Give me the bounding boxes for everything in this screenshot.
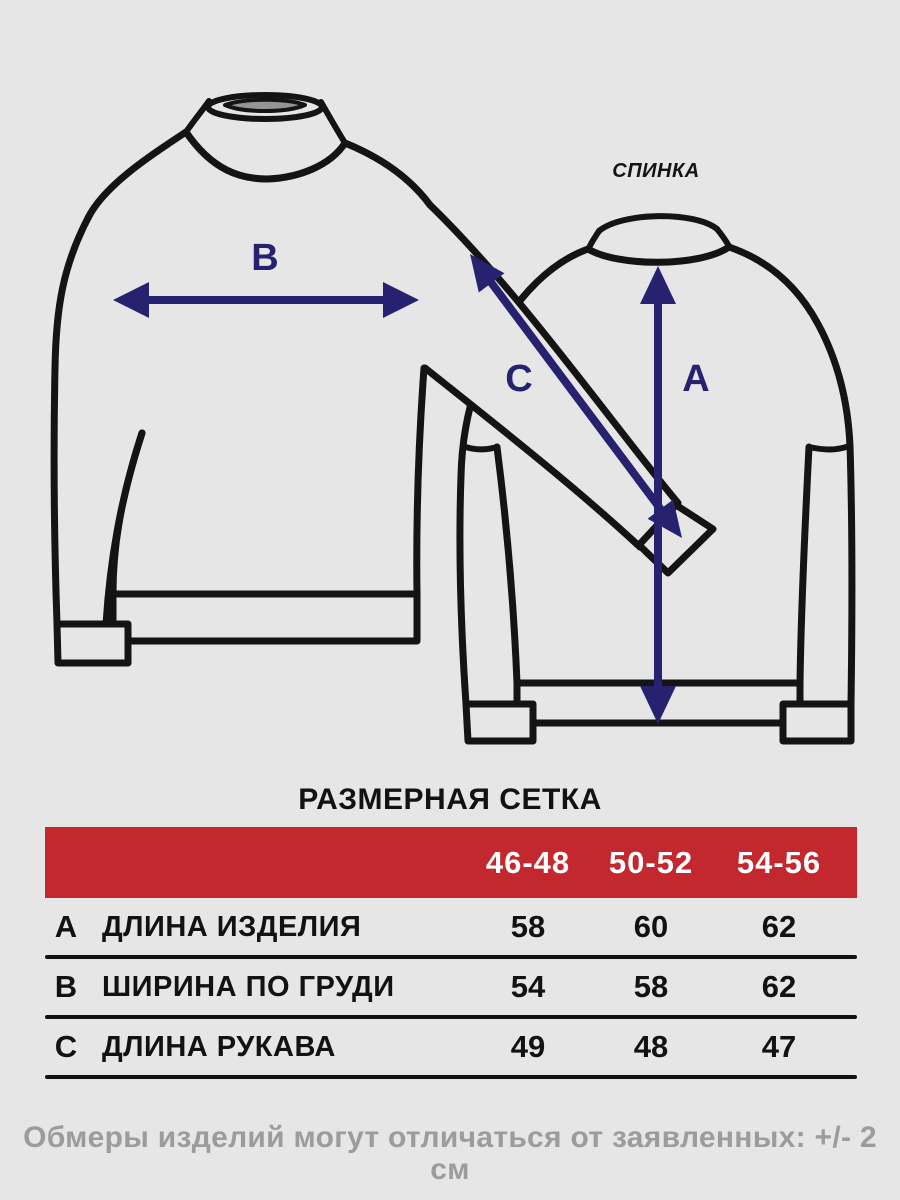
neck-slit-shade [225,100,305,111]
row-label-sleeve: ДЛИНА РУКАВА [102,1031,336,1063]
row-label-chest: ШИРИНА ПО ГРУДИ [102,971,395,1003]
size-column-50-52: 50-52 [608,845,694,880]
cell-value: 49 [510,1029,546,1064]
cell-value: 47 [761,1029,797,1064]
row-key-c: C [54,1029,78,1064]
sleeve-length-label: C [505,358,533,400]
table-row [0,1017,900,1077]
size-column-54-56: 54-56 [736,845,822,880]
garment-length-label: A [682,358,710,400]
arrow-chest-width [113,282,419,318]
table-row [0,897,900,957]
cell-value: 60 [633,909,669,944]
row-key-a: A [54,909,78,944]
cell-value: 58 [633,969,669,1004]
cell-value: 62 [761,909,797,944]
back-view-caption: СПИНКА [612,160,700,182]
row-label-length: ДЛИНА ИЗДЕЛИЯ [102,911,362,943]
row-divider [45,1075,857,1079]
front-left-cuff [57,624,128,663]
cell-value: 58 [510,909,546,944]
row-key-b: B [54,969,78,1004]
cell-value: 54 [510,969,546,1004]
chest-width-label: B [251,237,279,279]
cell-value: 48 [633,1029,669,1064]
tolerance-footnote: Обмеры изделий могут отличаться от заявленных: +/- 2 см [23,1121,877,1186]
size-table-title: РАЗМЕРНАЯ СЕТКА [298,783,602,816]
cell-value: 62 [761,969,797,1004]
table-row [0,957,900,1017]
size-column-46-48: 46-48 [485,845,571,880]
